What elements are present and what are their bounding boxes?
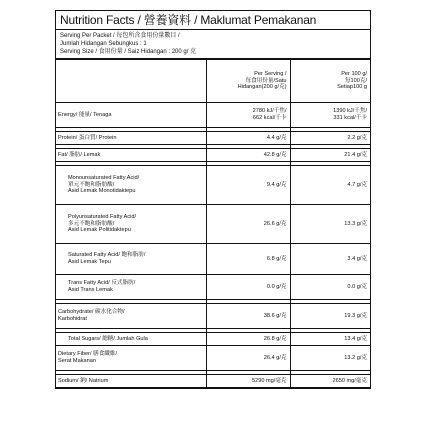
per-100g-value-line: 0.0 g/克	[347, 283, 367, 290]
nutrient-name-line: 多元不飽和脂肪酸/	[68, 220, 115, 227]
nutrient-name	[56, 375, 206, 388]
header-per-100g-line: 每100克/	[344, 77, 367, 84]
per-serving-value-line: 26.4 g/克	[263, 354, 287, 361]
per-serving-value-line: 9.4 g/克	[266, 181, 287, 188]
per-serving-value	[206, 275, 290, 300]
nutrient-name-line: Monounsaturated Fatty Acid/	[68, 174, 140, 181]
header-per-serving	[206, 60, 290, 103]
per-serving-value	[206, 304, 290, 329]
nutrient-name	[56, 333, 206, 346]
per-100g-value	[290, 132, 370, 145]
nutrient-name	[56, 149, 206, 162]
per-100g-value-line: 2650 mg/毫克	[332, 377, 367, 384]
nutrient-name-line: Saturated Fatty Acid/ 飽和脂肪/	[68, 252, 146, 259]
nutrient-name-line: Trans Fatty Acid/ 反式脂肪/	[68, 280, 136, 287]
nutrient-row	[56, 333, 370, 346]
nutrient-name-line: Sodium/ 鈉/ Natrium	[58, 377, 109, 384]
header-per-100g	[290, 60, 370, 103]
per-serving-value-line: 26.8 g/克	[263, 335, 287, 342]
nutrient-name-line: 單元不飽和脂肪酸/	[68, 181, 115, 188]
per-100g-value-line: 1390 kJ/千焦/	[333, 108, 367, 115]
header-per-serving-line: Per Serving /	[254, 70, 287, 77]
per-100g-value-line: 21.4 g/克	[344, 151, 367, 158]
per-serving-value	[206, 132, 290, 145]
nutrient-name-line: Asid Lemak Tepu	[68, 259, 111, 265]
nutrient-row	[56, 244, 370, 275]
per-serving-value	[206, 244, 290, 275]
nutrient-name-line: Serat Makanan	[58, 358, 96, 364]
nutrient-name-line: Asid Lemak Monotidaktepu	[68, 188, 136, 195]
per-serving-value	[206, 333, 290, 346]
nutrient-name	[56, 346, 206, 371]
nutrient-row	[56, 275, 370, 300]
per-serving-value	[206, 375, 290, 388]
nutrient-row	[56, 149, 370, 162]
table-header-row	[56, 60, 370, 103]
per-100g-value-line: 13.4 g/克	[344, 335, 367, 342]
per-100g-value	[290, 244, 370, 275]
per-serving-value-line: 6.8 g/克	[266, 255, 287, 262]
per-100g-value	[290, 304, 370, 329]
nutrient-row	[56, 166, 370, 205]
header-per-100g-line: Setiap100 g	[337, 84, 367, 91]
nutrient-row	[56, 132, 370, 145]
nutrient-name	[56, 205, 206, 244]
nutrient-row	[56, 103, 370, 128]
per-serving-value	[206, 166, 290, 205]
nutrient-row	[56, 375, 370, 388]
per-100g-value	[290, 333, 370, 346]
nutrient-name	[56, 244, 206, 275]
per-100g-value-line: 19.3 g/克	[344, 312, 367, 319]
per-100g-value-line: 13.2 g/克	[344, 354, 367, 361]
per-serving-value	[206, 346, 290, 371]
per-100g-value	[290, 375, 370, 388]
per-serving-value-line: 4.4 g/克	[266, 134, 287, 141]
per-100g-value-line: 13.3 g/克	[344, 220, 367, 227]
nutrient-name-line: Dietary Fiber/ 膳食纖維/	[58, 351, 118, 358]
per-100g-value-line: 331 kcal/千卡	[333, 115, 367, 121]
per-100g-value	[290, 166, 370, 205]
nutrient-row	[56, 304, 370, 329]
per-100g-value	[290, 149, 370, 162]
per-serving-value	[206, 205, 290, 244]
per-serving-value-line: 0.0 g/克	[266, 283, 287, 290]
per-serving-value-line: 38.6 g/克	[263, 312, 287, 319]
header-per-100g-line: Per 100 g/	[341, 70, 367, 77]
label-title: Nutrition Facts / 營養資料 / Maklumat Pemakanan	[56, 11, 370, 30]
per-100g-value-line: 2.2 g/克	[347, 134, 367, 141]
per-serving-value	[206, 103, 290, 128]
servings-per-packet-label: Serving Per Packet / 每包所含食用份量數目 /	[60, 33, 180, 39]
nutrient-name-line: Fat/ 脂肪/ Lemak	[58, 151, 101, 158]
per-serving-value-line: 2780 kJ/千焦/	[252, 108, 287, 115]
nutrient-name-line: Protein/ 蛋白質/ Protein	[58, 134, 117, 141]
per-100g-value	[290, 205, 370, 244]
nutrient-name	[56, 132, 206, 145]
per-100g-value-line: 4.7 g/克	[347, 181, 367, 188]
header-per-serving-line: 每食用份量/Satu	[245, 77, 287, 84]
nutrition-table	[56, 59, 370, 388]
header-blank-cell	[56, 60, 206, 103]
per-serving-value-line: 26.6 g/克	[263, 220, 287, 227]
per-serving-value	[206, 149, 290, 162]
servings-per-packet-value: Jumlah Hidangan Sebungkus : 1	[60, 41, 147, 47]
per-serving-value-line: 42.8 g/克	[263, 151, 287, 158]
nutrient-name-line: Carbohydrate/ 碳水化合物/	[58, 309, 125, 316]
nutrient-name-line: Total Sugars/ 總糖/ Jumlah Gula	[68, 335, 148, 342]
per-100g-value	[290, 275, 370, 300]
per-100g-value-line: 3.4 g/克	[347, 255, 367, 262]
nutrient-name-line: Asid Trans Lemak	[68, 287, 113, 293]
nutrient-name	[56, 304, 206, 329]
nutrient-name-line: Asid Lemak Politidaktepu	[68, 227, 131, 234]
nutrient-row	[56, 205, 370, 244]
per-100g-value	[290, 346, 370, 371]
header-per-serving-line: Hidangan(200 g/克)	[237, 84, 287, 91]
nutrient-name-line: Polyunsaturated Fatty Acid/	[68, 213, 137, 220]
nutrient-name	[56, 275, 206, 300]
per-serving-value-line: 662 kcal/千卡	[252, 115, 287, 121]
per-serving-value-line: 5290 mg/毫克	[251, 377, 287, 384]
nutrition-facts-label	[55, 10, 371, 389]
serving-info	[56, 30, 370, 59]
nutrient-name-line: Karbohidrat	[58, 316, 87, 322]
nutrient-row	[56, 346, 370, 371]
nutrient-name	[56, 166, 206, 205]
nutrient-name-line: Energy/ 能量/ Tenaga	[58, 111, 112, 118]
nutrient-name	[56, 103, 206, 128]
per-100g-value	[290, 103, 370, 128]
serving-size: Serving Size / 食用份量 / Saiz Hidangan : 200 g/ 克	[60, 49, 197, 55]
